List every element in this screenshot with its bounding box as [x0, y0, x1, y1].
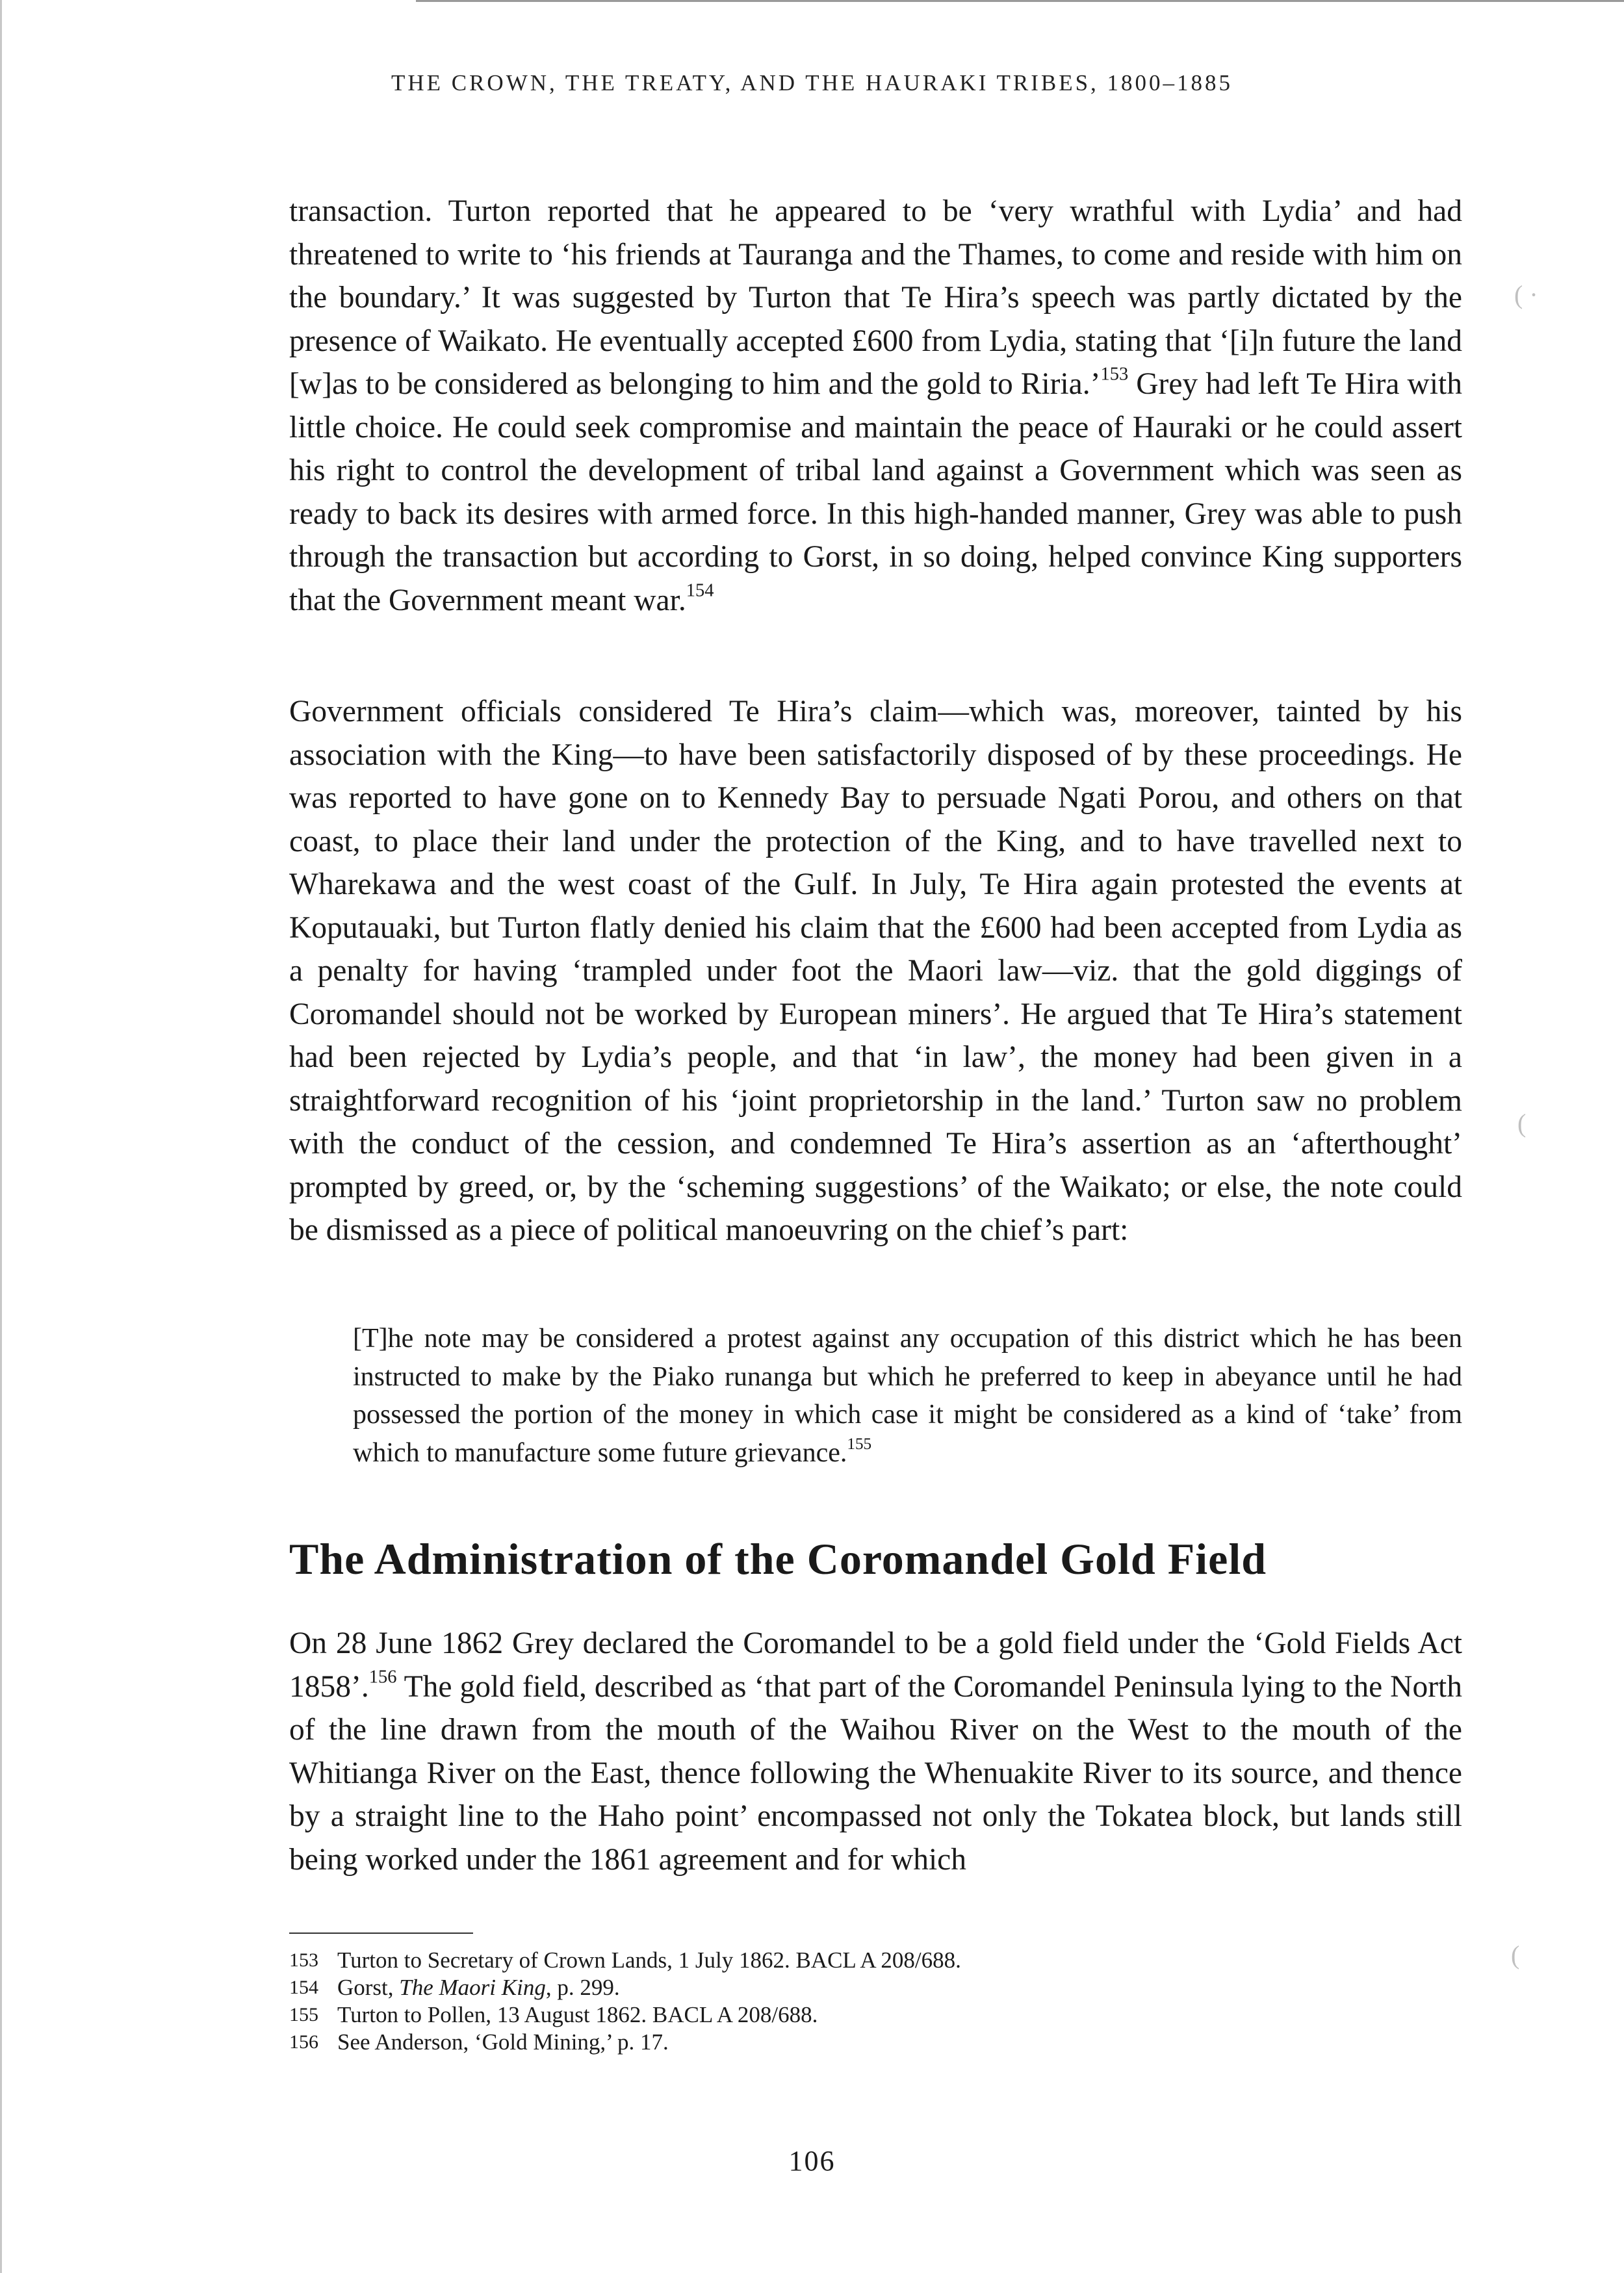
scan-mark: ( ·: [1514, 280, 1538, 309]
scan-mark: (: [1511, 1940, 1520, 1970]
page-number: 106: [788, 2145, 836, 2177]
footnote-archive-ref: BACL A 208/688.: [795, 1947, 961, 1973]
footnote-ref-153[interactable]: 153: [1100, 364, 1129, 385]
paragraph-1: [289, 190, 1462, 622]
paragraph-3: [289, 1622, 1462, 1881]
footnote-book-title: The Maori King: [399, 1975, 546, 2000]
footnote-154: [289, 1974, 1462, 2001]
section-heading: The Administration of the Coromandel Gold Field: [289, 1534, 1267, 1584]
paragraph-1-text-continued: Grey had left Te Hira with little choice. He could seek compromise and maintain the peace of Hauraki or he could assert his right to control the development of tribal land against a Government which was seen as ready to back its desires with armed force. In this high-handed manner, Grey was able to push through the transaction but according to Gorst, in so doing, helped convince King supporters that the Government meant war.: [289, 367, 1462, 617]
footnote-text-body: Turton to Pollen, 13 August 1862.: [337, 2002, 652, 2027]
paragraph-2: Government officials considered Te Hira’s claim—which was, moreover, tainted by his association with the King—to have been satisfactorily disposed of by these proceedings. He was reported to have gone on to Kennedy Bay to persuade Ngati Porou, and others on that coast, to place their land under the protection of the King, and to have travelled next to Wharekawa and the west coast of the Gulf. In July, Te Hira again protested the events at Koputauaki, but Turton flatly denied his claim that the £600 had been accepted from Lydia as a penalty for having ‘trampled under foot the Maori law—viz. that the gold diggings of Coromandel should not be worked by European miners’. He argued that Te Hira’s statement had been rejected by Lydia’s people, and that ‘in law’, the money had been given in a straightforward recognition of his ‘joint proprietorship in the land.’ Turton saw no problem with the conduct of the cession, and condemned Te Hira’s assertion as an ‘afterthought’ prompted by greed, or, by the ‘scheming suggestions’ of the Waikato; or else, the note could be dismissed as a piece of political manoeuvring on the chief’s part:: [289, 695, 1462, 1247]
page-left-border: [0, 0, 2, 2273]
paragraph-1-text: transaction. Turton reported that he appeared to be ‘very wrathful with Lydia’ and had threatened to write to ‘his friends at Tauranga and the Thames, to come and reside with him on the boundary.’ It was suggested by Turton that Te Hira’s speech was partly dictated by the presence of Waikato. He eventually accepted £600 from Lydia, stating that ‘[i]n future the land [w]as to be considered as belonging to him and the gold to Riria.’: [289, 194, 1462, 401]
footnote-number: 156: [289, 2031, 318, 2053]
footnote-archive-ref: BACL A 208/688.: [652, 2002, 818, 2027]
footnote-number: 153: [289, 1949, 318, 1971]
footnote-ref-156[interactable]: 156: [368, 1667, 397, 1688]
footnote-text: [337, 1947, 1462, 1974]
paragraph-3-text-continued: The gold field, described as ‘that part of the Coromandel Peninsula lying to the North of the line drawn from the mouth of the Waihou River on the West to the mouth of the Whitianga River on the East, thence following the Whenuakite River to its source, and thence by a straight line to the Haho point’ encompassed not only the Tokatea block, but lands still being worked under the 1861 agreement and for which: [289, 1669, 1462, 1877]
footnote-156: [289, 2029, 1462, 2056]
page-top-border: [416, 0, 1624, 2]
footnote-ref-155[interactable]: 155: [847, 1435, 872, 1453]
footnote-153: [289, 1947, 1462, 1974]
footnote-text-body: Turton to Secretary of Crown Lands, 1 July 1862.: [337, 1947, 796, 1973]
footnote-number: 155: [289, 2004, 318, 2025]
footnote-155: [289, 2001, 1462, 2029]
running-head: THE CROWN, THE TREATY, AND THE HAURAKI TRIBES, 1800–1885: [391, 70, 1233, 96]
scan-mark: (: [1517, 1109, 1527, 1138]
footnote-text-body: Gorst,: [337, 1975, 400, 2000]
footnote-text: [337, 1974, 1462, 2001]
footnote-text: [337, 2001, 1462, 2029]
footnote-rule: [289, 1933, 473, 1934]
footnote-ref-154[interactable]: 154: [686, 580, 714, 601]
footnote-text: See Anderson, ‘Gold Mining,’ p. 17.: [337, 2029, 669, 2055]
footnotes: [289, 1947, 1462, 2056]
footnote-text-tail: , p. 299.: [545, 1975, 620, 2000]
footnote-number: 154: [289, 1977, 318, 1998]
block-quote: [353, 1320, 1462, 1472]
block-quote-text: [T]he note may be considered a protest against any occupation of this district which he has been instructed to make by the Piako runanga but which he preferred to keep in abeyance until he had possessed the portion of the money in which case it might be considered as a kind of ‘take’ from which to manufacture some future grievance.: [353, 1324, 1462, 1468]
paragraph-3-text: On 28 June 1862 Grey declared the Coromandel to be a gold field under the ‘Gold Fields Act 1858’.: [289, 1626, 1462, 1704]
